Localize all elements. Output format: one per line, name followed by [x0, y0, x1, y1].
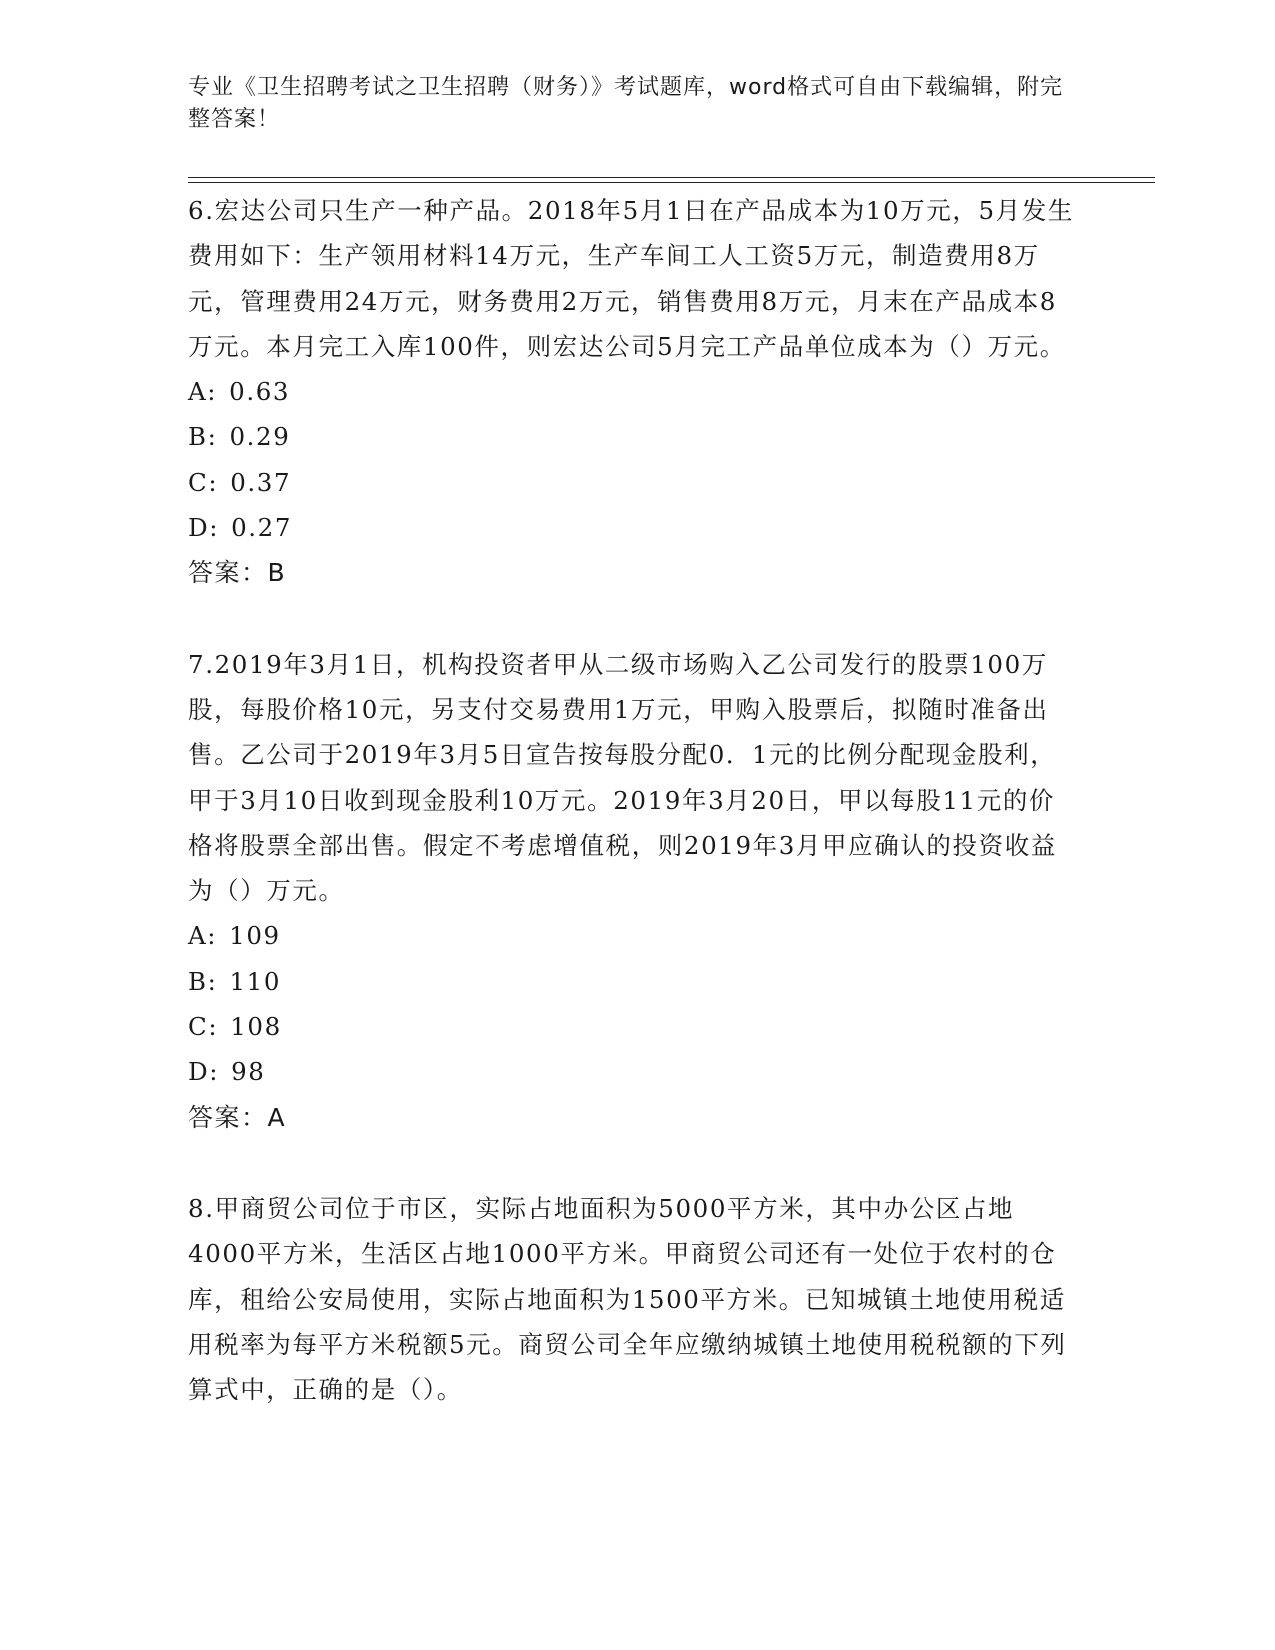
- question-7: [188, 642, 1078, 1140]
- option-letter: C:: [188, 1012, 219, 1042]
- answer-line: 答案：B: [188, 558, 287, 588]
- option-letter: A:: [188, 921, 218, 951]
- option-letter: D:: [188, 513, 220, 543]
- option-value: 0.27: [231, 513, 293, 543]
- option-letter: C:: [188, 467, 219, 497]
- option-value: 110: [229, 966, 282, 996]
- option-value: 98: [231, 1057, 266, 1087]
- option-letter: B:: [188, 966, 218, 996]
- option-letter: A:: [188, 377, 218, 407]
- question-6: [188, 188, 1078, 596]
- question-stem: 8.甲商贸公司位于市区，实际占地面积为5000平方米，其中办公区占地4000平方米，生活区占地1000平方米。甲商贸公司还有一处位于农村的仓库，租给公安局使用，实际占地面积为1500平方米。已知城镇土地使用税适用税率为每平方米税额5元。商贸公司全年应缴纳城镇土地使用税税额的下列算式中，正确的是（）。: [188, 1193, 1067, 1405]
- option-c: [188, 1004, 1078, 1049]
- option-letter: B:: [188, 422, 218, 452]
- option-b: [188, 414, 1078, 459]
- question-list: [188, 188, 1078, 1412]
- header-text: 专业《卫生招聘考试之卫生招聘（财务）》考试题库，word格式可自由下载编辑，附完整答案！: [188, 75, 1064, 132]
- option-value: 0.63: [229, 377, 291, 407]
- option-d: [188, 505, 1078, 550]
- header-rule-bottom: [188, 182, 1155, 183]
- option-a: [188, 913, 1078, 958]
- question-8: [188, 1186, 1078, 1412]
- question-gap: [188, 1140, 1078, 1186]
- option-value: 0.29: [229, 422, 291, 452]
- question-stem: 6.宏达公司只生产一种产品。2018年5月1日在产品成本为10万元，5月发生费用如下：生产领用材料14万元，生产车间工人工资5万元，制造费用8万元，管理费用24万元，财务费用2万元，销售费用8万元，月末在产品成本8万元。本月完工入库100件，则宏达公司5月完工产品单位成本为（）万元。: [188, 196, 1074, 361]
- option-c: [188, 460, 1078, 505]
- question-gap: [188, 596, 1078, 642]
- question-stem: 7.2019年3月1日，机构投资者甲从二级市场购入乙公司发行的股票100万股，每股价格10元，另支付交易费用1万元，甲购入股票后，拟随时准备出售。乙公司于2019年3月5日宣告按每股分配0．1元的比例分配现金股利，甲于3月10日收到现金股利10万元。2019年3月20日，甲以每股11元的价格将股票全部出售。假定不考虑增值税，则2019年3月甲应确认的投资收益为（）万元。: [188, 649, 1057, 906]
- option-letter: D:: [188, 1057, 220, 1087]
- option-value: 108: [230, 1012, 282, 1042]
- document-header: [188, 72, 1068, 136]
- option-d: [188, 1049, 1078, 1094]
- option-a: [188, 369, 1078, 414]
- option-value: 0.37: [230, 467, 292, 497]
- header-rule-top: [188, 177, 1155, 178]
- answer-line: 答案：A: [188, 1102, 287, 1132]
- option-b: [188, 959, 1078, 1004]
- option-value: 109: [229, 921, 281, 951]
